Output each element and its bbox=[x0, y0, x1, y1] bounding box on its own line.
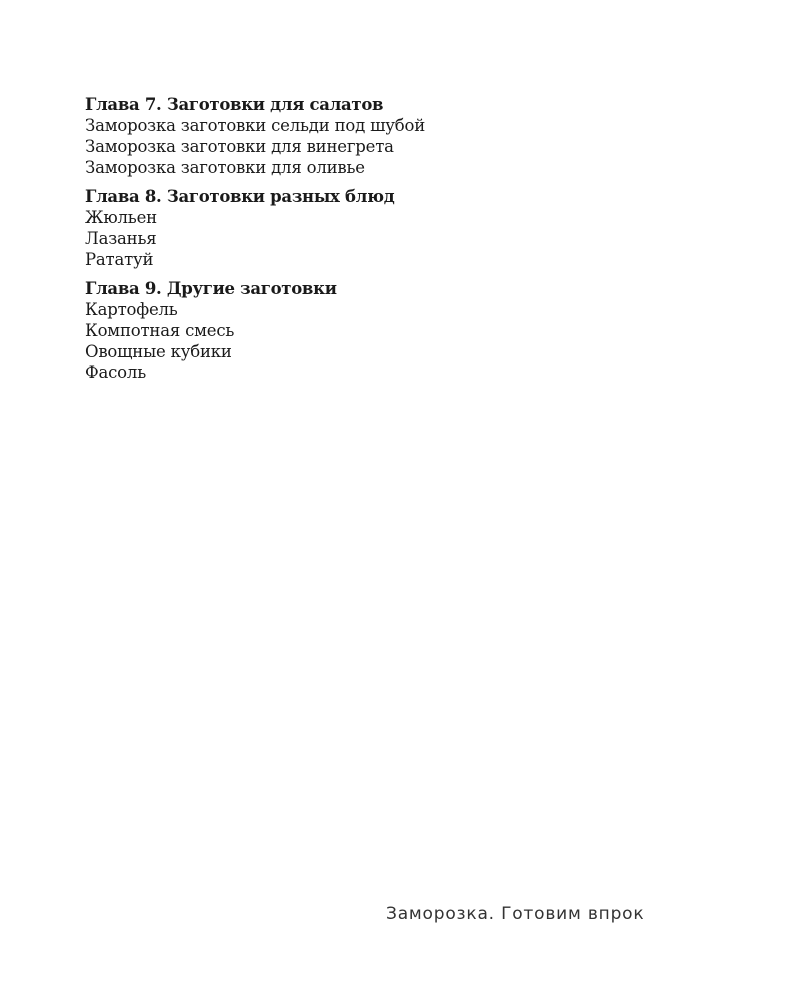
chapter-title: Глава 9. Другие заготовки bbox=[85, 279, 337, 298]
chapter-title: Глава 7. Заготовки для салатов bbox=[85, 95, 384, 114]
chapter-title: Глава 8. Заготовки разных блюд bbox=[85, 187, 395, 206]
chapter-9 bbox=[85, 278, 685, 383]
toc-entry: Лазанья bbox=[85, 229, 157, 248]
toc-entry: Картофель bbox=[85, 300, 178, 319]
chapter-entries bbox=[85, 207, 685, 270]
chapter-entries bbox=[85, 299, 685, 383]
toc-entry: Заморозка заготовки для оливье bbox=[85, 158, 365, 177]
toc-entry: Рататуй bbox=[85, 250, 154, 269]
chapter-entries bbox=[85, 115, 685, 178]
toc-entry: Овощные кубики bbox=[85, 342, 232, 361]
table-of-contents bbox=[85, 94, 685, 391]
chapter-7 bbox=[85, 94, 685, 178]
toc-entry: Жюльен bbox=[85, 208, 157, 227]
toc-entry: Заморозка заготовки для винегрета bbox=[85, 137, 394, 156]
chapter-8 bbox=[85, 186, 685, 270]
toc-entry: Фасоль bbox=[85, 363, 146, 382]
toc-entry: Заморозка заготовки сельди под шубой bbox=[85, 116, 426, 135]
toc-entry: Компотная смесь bbox=[85, 321, 235, 340]
running-footer: Заморозка. Готовим впрок bbox=[386, 904, 645, 924]
